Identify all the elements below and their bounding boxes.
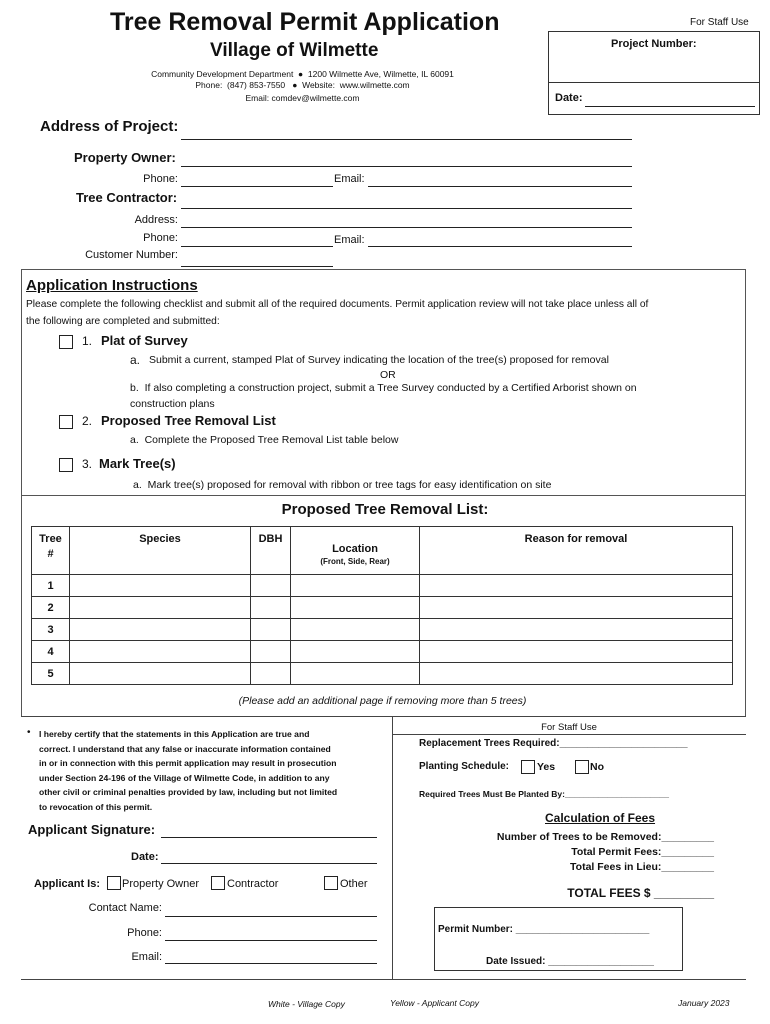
staff-fees-caption-rule — [392, 734, 746, 735]
reason-cell[interactable] — [420, 575, 733, 597]
location-cell[interactable] — [291, 575, 420, 597]
item2-number: 2. — [82, 414, 93, 428]
other-checkbox[interactable] — [324, 876, 338, 890]
bottom-section-bottom-rule — [21, 979, 746, 980]
species-cell[interactable] — [70, 641, 251, 663]
customer-number-label: Customer Number: — [85, 249, 178, 261]
instructions-title: Application Instructions — [26, 277, 198, 294]
tree-header-line2: # — [47, 548, 54, 560]
property-owner-label: Property Owner: — [74, 150, 176, 165]
address-of-project-field[interactable] — [181, 139, 632, 140]
dbh-cell[interactable] — [251, 575, 291, 597]
item3-title: Mark Tree(s) — [99, 456, 176, 471]
reason-cell[interactable] — [420, 641, 733, 663]
owner-phone-field[interactable] — [181, 186, 333, 187]
applicant-signature-label: Applicant Signature: — [28, 822, 156, 837]
location-cell[interactable] — [291, 663, 420, 685]
date-issued-label: Date Issued: ___________________ — [486, 956, 654, 967]
item1-number: 1. — [82, 334, 93, 348]
signature-date-label: Date: — [131, 851, 159, 863]
instructions-intro-cont: the following are completed and submitted: — [26, 316, 220, 327]
calculation-of-fees-title: Calculation of Fees — [545, 811, 656, 825]
item1-a-text: Submit a current, stamped Plat of Survey indicating the location of the tree(s) proposed for removal — [149, 354, 609, 366]
address-of-project-label: Address of Project: — [40, 118, 179, 135]
contact-email-label: Email: — [131, 951, 162, 963]
owner-email-label: Email: — [334, 173, 365, 185]
project-number-label: Project Number: — [611, 38, 697, 50]
staff-use-box — [548, 31, 760, 115]
table-row — [32, 597, 733, 619]
tree-removal-table — [31, 526, 733, 685]
dbh-header: DBH — [251, 527, 291, 575]
plat-of-survey-checkbox[interactable] — [59, 335, 73, 349]
num-trees-removed-label: Number of Trees to be Removed:_________ — [496, 831, 714, 843]
contractor-phone-label: Phone: — [143, 232, 178, 244]
additional-page-note: (Please add an additional page if removing more than 5 trees) — [238, 695, 527, 707]
table-row — [32, 641, 733, 663]
species-cell[interactable] — [70, 619, 251, 641]
location-cell[interactable] — [291, 597, 420, 619]
footer-white-copy: White - Village Copy — [268, 999, 345, 1009]
mark-trees-checkbox[interactable] — [59, 458, 73, 472]
certification-line: in or in connection with this permit application may result in prosecution — [39, 758, 337, 769]
contact-email-field[interactable] — [165, 963, 377, 964]
row-number: 1 — [32, 575, 70, 597]
table-row — [32, 619, 733, 641]
contact-name-field[interactable] — [165, 916, 377, 917]
staff-use-caption: For Staff Use — [690, 17, 749, 28]
item3-a-text: a. Mark tree(s) proposed for removal with ribbon or tree tags for easy identification on site — [133, 479, 552, 491]
staff-date-label: Date: — [555, 92, 583, 104]
reason-cell[interactable] — [420, 597, 733, 619]
contractor-email-label: Email: — [334, 234, 365, 246]
item1-or: OR — [380, 369, 396, 381]
species-cell[interactable] — [70, 597, 251, 619]
dbh-cell[interactable] — [251, 663, 291, 685]
tree-removal-list-checkbox[interactable] — [59, 415, 73, 429]
dbh-cell[interactable] — [251, 641, 291, 663]
location-header-text: Location — [332, 543, 378, 555]
certification-line: under Section 24-196 of the Village of Wilmette Code, in addition to any — [39, 772, 330, 783]
dept-address-line: Community Development Department ● 1200 Wilmette Ave, Wilmette, IL 60091 — [151, 69, 454, 79]
location-header — [291, 527, 420, 575]
species-header: Species — [70, 527, 251, 575]
location-header-sub: (Front, Side, Rear) — [320, 557, 390, 566]
phone-website-line: Phone: (847) 853-7550 ● Website: www.wilmette.com — [195, 80, 410, 90]
footer-yellow-copy: Yellow - Applicant Copy — [390, 998, 479, 1008]
other-option: Other — [340, 878, 368, 890]
planting-yes-checkbox[interactable] — [521, 760, 535, 774]
total-permit-fees-label: Total Permit Fees:_________ — [571, 846, 714, 858]
property-owner-option: Property Owner — [122, 878, 200, 890]
contractor-phone-field[interactable] — [181, 246, 333, 247]
item2-title: Proposed Tree Removal List — [101, 413, 276, 428]
certification-line: correct. I understand that any false or inaccurate information contained — [39, 743, 331, 754]
row-number: 2 — [32, 597, 70, 619]
contractor-address-label: Address: — [134, 214, 178, 226]
location-cell[interactable] — [291, 641, 420, 663]
certification-line: I hereby certify that the statements in this Application are true and — [39, 729, 310, 739]
item3-number: 3. — [82, 457, 93, 471]
certification-text — [39, 727, 337, 815]
permit-number-label: Permit Number: ________________________ — [438, 924, 650, 935]
staff-fees-caption: For Staff Use — [541, 722, 597, 733]
applicant-is-label: Applicant Is: — [34, 878, 101, 890]
footer-date: January 2023 — [678, 998, 730, 1008]
item2-a-text: a. Complete the Proposed Tree Removal List table below — [130, 434, 399, 446]
tree-number-header — [32, 527, 70, 575]
total-fees-in-lieu-label: Total Fees in Lieu:_________ — [570, 861, 714, 873]
row-number: 4 — [32, 641, 70, 663]
form-subtitle: Village of Wilmette — [210, 40, 379, 61]
reason-header: Reason for removal — [420, 527, 733, 575]
tree-contractor-field[interactable] — [181, 208, 632, 209]
staff-box-divider — [549, 82, 759, 83]
species-cell[interactable] — [70, 575, 251, 597]
removal-list-title: Proposed Tree Removal List: — [281, 501, 489, 518]
reason-cell[interactable] — [420, 619, 733, 641]
planting-no-label: No — [590, 761, 604, 773]
row-number: 5 — [32, 663, 70, 685]
owner-phone-label: Phone: — [143, 173, 178, 185]
dbh-cell[interactable] — [251, 619, 291, 641]
contact-phone-field[interactable] — [165, 940, 377, 941]
planting-schedule-label: Planting Schedule: — [419, 761, 510, 772]
email-line: Email: comdev@wilmette.com — [245, 93, 360, 103]
table-row — [32, 575, 733, 597]
permit-issue-box — [434, 907, 683, 971]
location-cell[interactable] — [291, 619, 420, 641]
planted-by-label: Required Trees Must Be Planted By:______________________ — [419, 789, 669, 799]
replacement-trees-label: Replacement Trees Required:_______________________ — [419, 738, 688, 749]
contractor-option: Contractor — [227, 878, 279, 890]
contact-phone-label: Phone: — [127, 927, 162, 939]
species-cell[interactable] — [70, 663, 251, 685]
item1-a-marker: a. — [130, 353, 141, 367]
instructions-intro: Please complete the following checklist and submit all of the required documents. Permit application review will not take place unless all of — [26, 299, 649, 310]
table-row — [32, 663, 733, 685]
dbh-cell[interactable] — [251, 597, 291, 619]
item1-title: Plat of Survey — [101, 333, 188, 348]
certification-line: to revocation of this permit. — [39, 801, 153, 812]
planting-yes-label: Yes — [537, 761, 556, 773]
certification-line: other civil or criminal penalties provided by law, including but not limited — [39, 787, 338, 798]
form-title: Tree Removal Permit Application — [110, 8, 500, 36]
customer-number-field[interactable] — [181, 266, 333, 267]
row-number: 3 — [32, 619, 70, 641]
item1-b-text: b. If also completing a construction project, submit a Tree Survey conducted by a Certified Arborist shown on — [130, 382, 637, 394]
staff-date-field[interactable] — [585, 106, 755, 107]
reason-cell[interactable] — [420, 663, 733, 685]
applicant-signature-field[interactable] — [161, 837, 377, 838]
contractor-checkbox[interactable] — [211, 876, 225, 890]
planting-no-checkbox[interactable] — [575, 760, 589, 774]
contractor-email-field[interactable] — [368, 246, 632, 247]
tree-header-line1: Tree — [39, 533, 62, 545]
signature-date-field[interactable] — [161, 863, 377, 864]
item1-b-text-cont: construction plans — [130, 398, 215, 410]
total-fees-label: TOTAL FEES $ _________ — [567, 886, 714, 900]
tree-contractor-label: Tree Contractor: — [76, 190, 178, 205]
certification-bullet: • — [27, 727, 31, 738]
owner-email-field[interactable] — [368, 186, 632, 187]
contact-name-label: Contact Name: — [88, 902, 162, 914]
property-owner-field[interactable] — [181, 166, 632, 167]
contractor-address-field[interactable] — [181, 227, 632, 228]
property-owner-checkbox[interactable] — [107, 876, 121, 890]
